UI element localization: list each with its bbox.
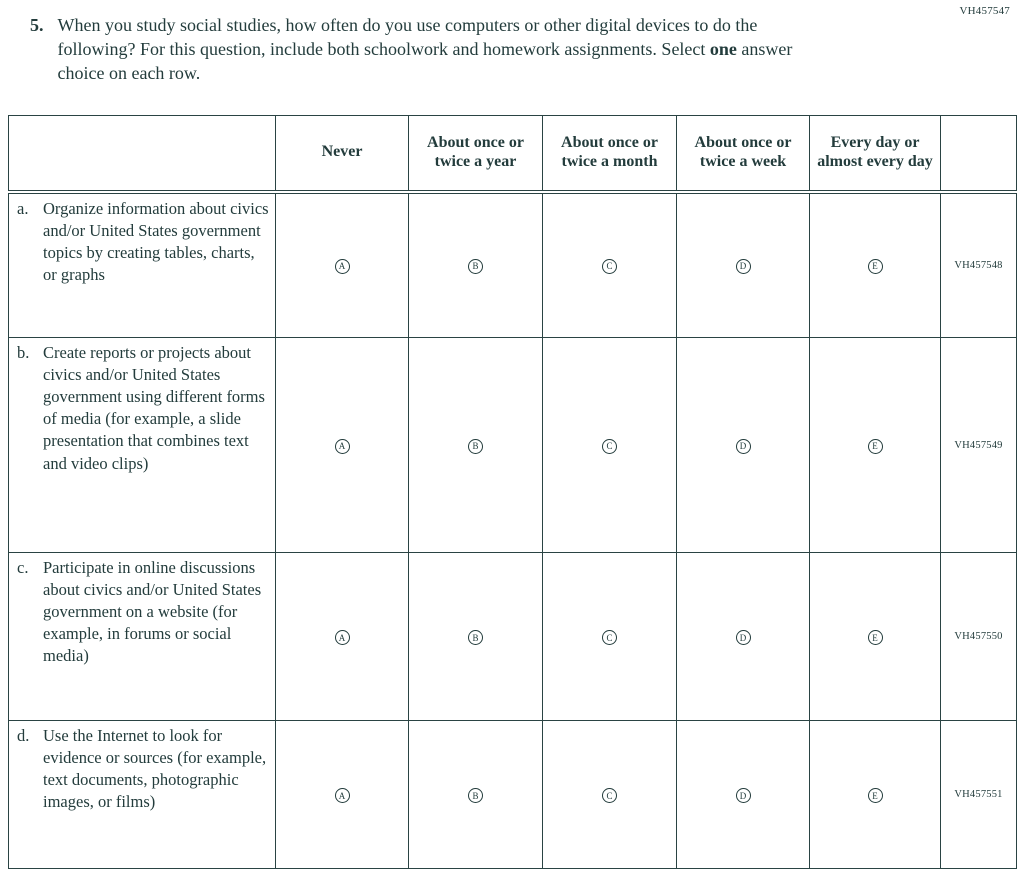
row-a-cell-every-day: [810, 192, 941, 338]
row-b-choice-e-bubble[interactable]: E: [868, 439, 883, 454]
row-c-choice-e-bubble[interactable]: E: [868, 630, 883, 645]
header-stub-cell: [9, 116, 276, 192]
row-a-choice-b-bubble[interactable]: B: [468, 259, 483, 274]
row-c-choice-b-bubble[interactable]: B: [468, 630, 483, 645]
row-d-choice-b-bubble[interactable]: B: [468, 788, 483, 803]
row-b-choice-d-bubble[interactable]: D: [736, 439, 751, 454]
row-a-code: VH457548: [941, 192, 1017, 338]
row-b-choice-a-bubble[interactable]: A: [335, 439, 350, 454]
frequency-table: [8, 115, 1017, 869]
row-a-cell-month: [543, 192, 677, 338]
row-d-choice-a-bubble[interactable]: A: [335, 788, 350, 803]
row-b-cell-every-day: [810, 338, 941, 553]
row-a-choice-a-bubble[interactable]: A: [335, 259, 350, 274]
header-row: [9, 116, 1017, 192]
row-a-choice-e-bubble[interactable]: E: [868, 259, 883, 274]
row-d-cell-week: [677, 721, 810, 869]
row-c-cell-year: [409, 553, 543, 721]
row-b-cell-never: [276, 338, 409, 553]
question-text-before: When you study social studies, how often do you use computers or other digital devices to do the following? For this question, include both schoolwork and homework assignments. Select: [57, 15, 758, 59]
column-header-week: About once or twice a week: [677, 116, 810, 192]
row-b-text: Create reports or projects about civics and/or United States government using different forms of media (for example, a slide presentation that combines text and video clips): [43, 343, 265, 473]
row-a-label: [9, 192, 276, 338]
row-c-choice-c-bubble[interactable]: C: [602, 630, 617, 645]
question-text: [58, 14, 833, 85]
table-row-b: [9, 338, 1017, 553]
row-d-cell-year: [409, 721, 543, 869]
row-d-letter: d.: [17, 726, 30, 745]
row-a-cell-year: [409, 192, 543, 338]
row-c-label: [9, 553, 276, 721]
table-row-d: [9, 721, 1017, 869]
column-header-every-day: Every day or almost every day: [810, 116, 941, 192]
row-a-cell-never: [276, 192, 409, 338]
row-c-cell-every-day: [810, 553, 941, 721]
row-a-text: Organize information about civics and/or United States government topics by creating tables, charts, or graphs: [43, 198, 269, 284]
column-header-year: About once or twice a year: [409, 116, 543, 192]
row-b-code: VH457549: [941, 338, 1017, 553]
row-b-choice-b-bubble[interactable]: B: [468, 439, 483, 454]
question-number: 5.: [30, 15, 44, 35]
row-b-cell-year: [409, 338, 543, 553]
row-a-cell-week: [677, 192, 810, 338]
question-text-after: answer choice on each row.: [57, 38, 793, 83]
question-bold-word: one: [709, 38, 737, 59]
column-header-month: About once or twice a month: [543, 116, 677, 192]
row-a-choice-d-bubble[interactable]: D: [736, 259, 751, 274]
row-b-cell-month: [543, 338, 677, 553]
row-d-choice-d-bubble[interactable]: D: [736, 788, 751, 803]
column-header-never: Never: [276, 116, 409, 192]
row-c-code: VH457550: [941, 553, 1017, 721]
row-c-cell-never: [276, 553, 409, 721]
row-c-letter: c.: [17, 558, 29, 577]
row-c-text: Participate in online discussions about civics and/or United States government on a website (for example, in forums or social media): [43, 558, 262, 666]
page-form-code: VH457547: [959, 5, 1010, 17]
table-row-c: [9, 553, 1017, 721]
row-c-choice-d-bubble[interactable]: D: [736, 630, 751, 645]
table-row-a: [9, 192, 1017, 338]
row-a-letter: a.: [17, 198, 29, 218]
row-d-label: [9, 721, 276, 869]
row-d-choice-c-bubble[interactable]: C: [602, 788, 617, 803]
row-d-cell-never: [276, 721, 409, 869]
row-b-letter: b.: [17, 343, 30, 362]
row-d-code: VH457551: [941, 721, 1017, 869]
row-d-cell-month: [543, 721, 677, 869]
row-b-label: [9, 338, 276, 553]
row-d-cell-every-day: [810, 721, 941, 869]
row-a-choice-c-bubble[interactable]: C: [602, 259, 617, 274]
row-c-cell-month: [543, 553, 677, 721]
row-c-choice-a-bubble[interactable]: A: [335, 630, 350, 645]
row-c-cell-week: [677, 553, 810, 721]
row-b-choice-c-bubble[interactable]: C: [602, 439, 617, 454]
row-b-cell-week: [677, 338, 810, 553]
header-code-cell: [941, 116, 1017, 192]
row-d-text: Use the Internet to look for evidence or sources (for example, text documents, photographic images, or films): [43, 726, 267, 812]
row-d-choice-e-bubble[interactable]: E: [868, 788, 883, 803]
question-block: [30, 14, 840, 85]
